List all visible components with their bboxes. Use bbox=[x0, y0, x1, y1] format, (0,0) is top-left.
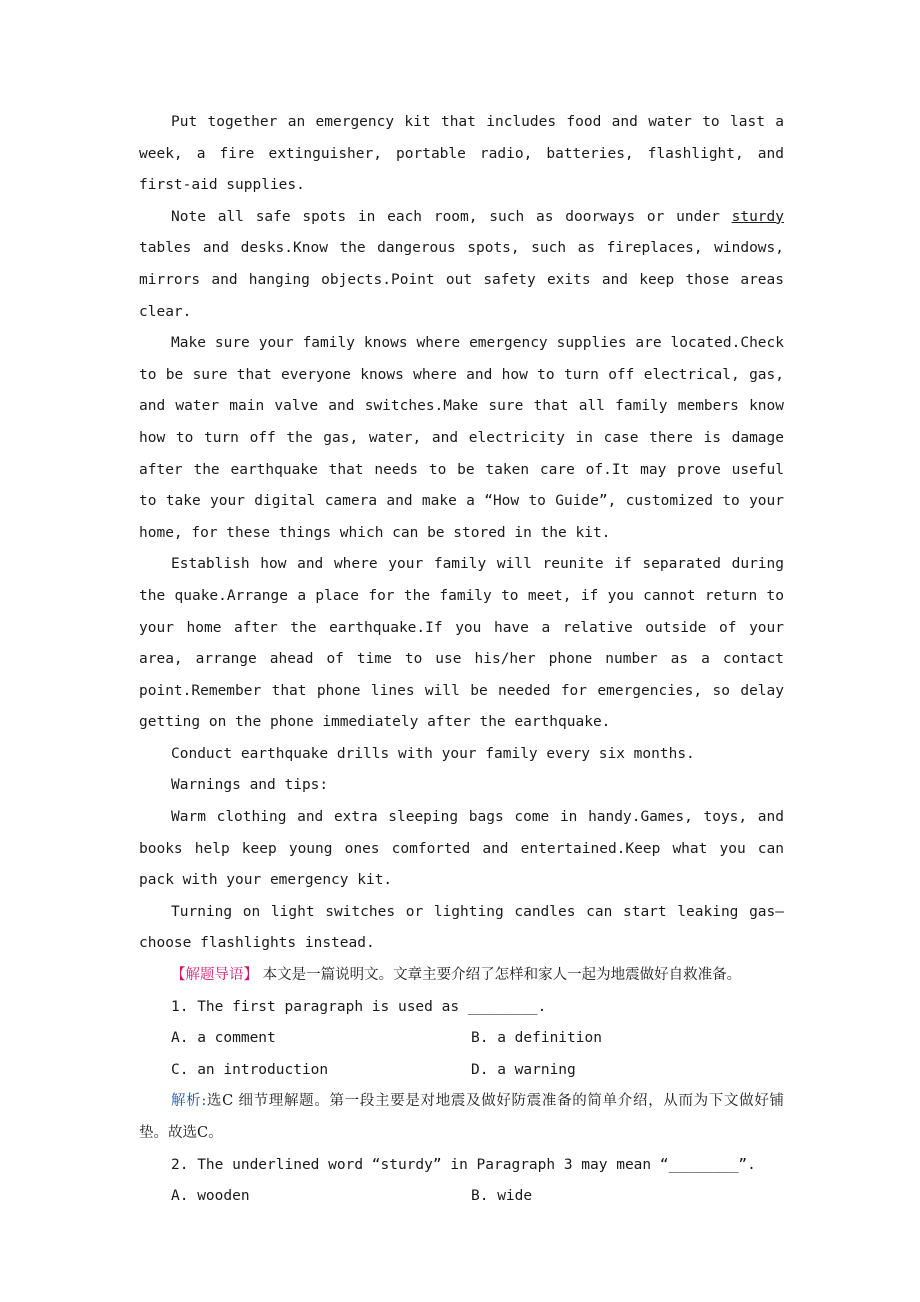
paragraph-supplies-location: Make sure your family knows where emergency supplies are located.Check to be sure that everyone knows where and how to turn off electrical, gas, and water main valve and switches.Make sure that all family members know how to turn off the gas, water, and electricity in case there is damage after the earthquake that needs to be taken care of.It may prove useful to take your digital camera and make a “How to Guide”, customized to your home, for these things which can be stored in the kit. bbox=[139, 335, 784, 541]
option-b: B. wide bbox=[471, 1188, 533, 1205]
paragraph-warm-clothing: Warm clothing and extra sleeping bags come in handy.Games, toys, and books help keep young ones comforted and entertained.Keep what you can pack with your emergency kit. bbox=[139, 809, 784, 889]
guide-paragraph bbox=[139, 960, 784, 992]
option-a: A. wooden bbox=[171, 1188, 250, 1205]
option-b: B. a definition bbox=[471, 1030, 602, 1047]
paragraph-text: Note all safe spots in each room, such as doorways or under bbox=[171, 208, 732, 225]
paragraph-warnings-heading: Warnings and tips: bbox=[171, 777, 329, 794]
question-1-options-row-2 bbox=[139, 1055, 784, 1087]
paragraph-text: tables and desks.Know the dangerous spots, such as fireplaces, windows, mirrors and hanging objects.Point out safety exits and keep those areas clear. bbox=[139, 240, 784, 320]
paragraph-reunite: Establish how and where your family will reunite if separated during the quake.Arrange a place for the family to meet, if you cannot return to your home after the earthquake.If you have a relative outside of your area, arrange ahead of time to use his/her phone number as a contact point.Remember that phone lines will be needed for emergencies, so delay getting on the phone immediately after the earthquake. bbox=[139, 556, 784, 731]
guide-tag: 【解题导语】 bbox=[171, 967, 258, 984]
paragraph-drills: Conduct earthquake drills with your family every six months. bbox=[171, 745, 695, 762]
question-1-options-row-1 bbox=[139, 1023, 784, 1055]
paragraph-light-switches: Turning on light switches or lighting candles can start leaking gas—choose flashlights instead. bbox=[139, 903, 784, 952]
question-1-analysis bbox=[139, 1086, 784, 1149]
option-d: D. a warning bbox=[471, 1061, 576, 1078]
option-a: A. a comment bbox=[171, 1030, 276, 1047]
question-2-stem: 2. The underlined word “sturdy” in Paragraph 3 may mean “________”. bbox=[171, 1156, 756, 1173]
document-page bbox=[139, 107, 784, 1213]
paragraph-safe-spots bbox=[139, 202, 784, 328]
paragraph-emergency-kit: Put together an emergency kit that includes food and water to last a week, a fire extinguisher, portable radio, batteries, flashlight, and first-aid supplies. bbox=[139, 114, 784, 194]
analysis-text: 选C 细节理解题。第一段主要是对地震及做好防震准备的简单介绍，从而为下文做好铺垫。故选C。 bbox=[139, 1093, 784, 1141]
question-2-options-row-1 bbox=[139, 1181, 784, 1213]
guide-text: 本文是一篇说明文。文章主要介绍了怎样和家人一起为地震做好自救准备。 bbox=[258, 967, 742, 984]
analysis-label: 解析: bbox=[171, 1093, 207, 1110]
question-1-stem: 1. The first paragraph is used as ________. bbox=[171, 998, 547, 1015]
underlined-word: sturdy bbox=[731, 208, 784, 225]
option-c: C. an introduction bbox=[171, 1061, 329, 1078]
